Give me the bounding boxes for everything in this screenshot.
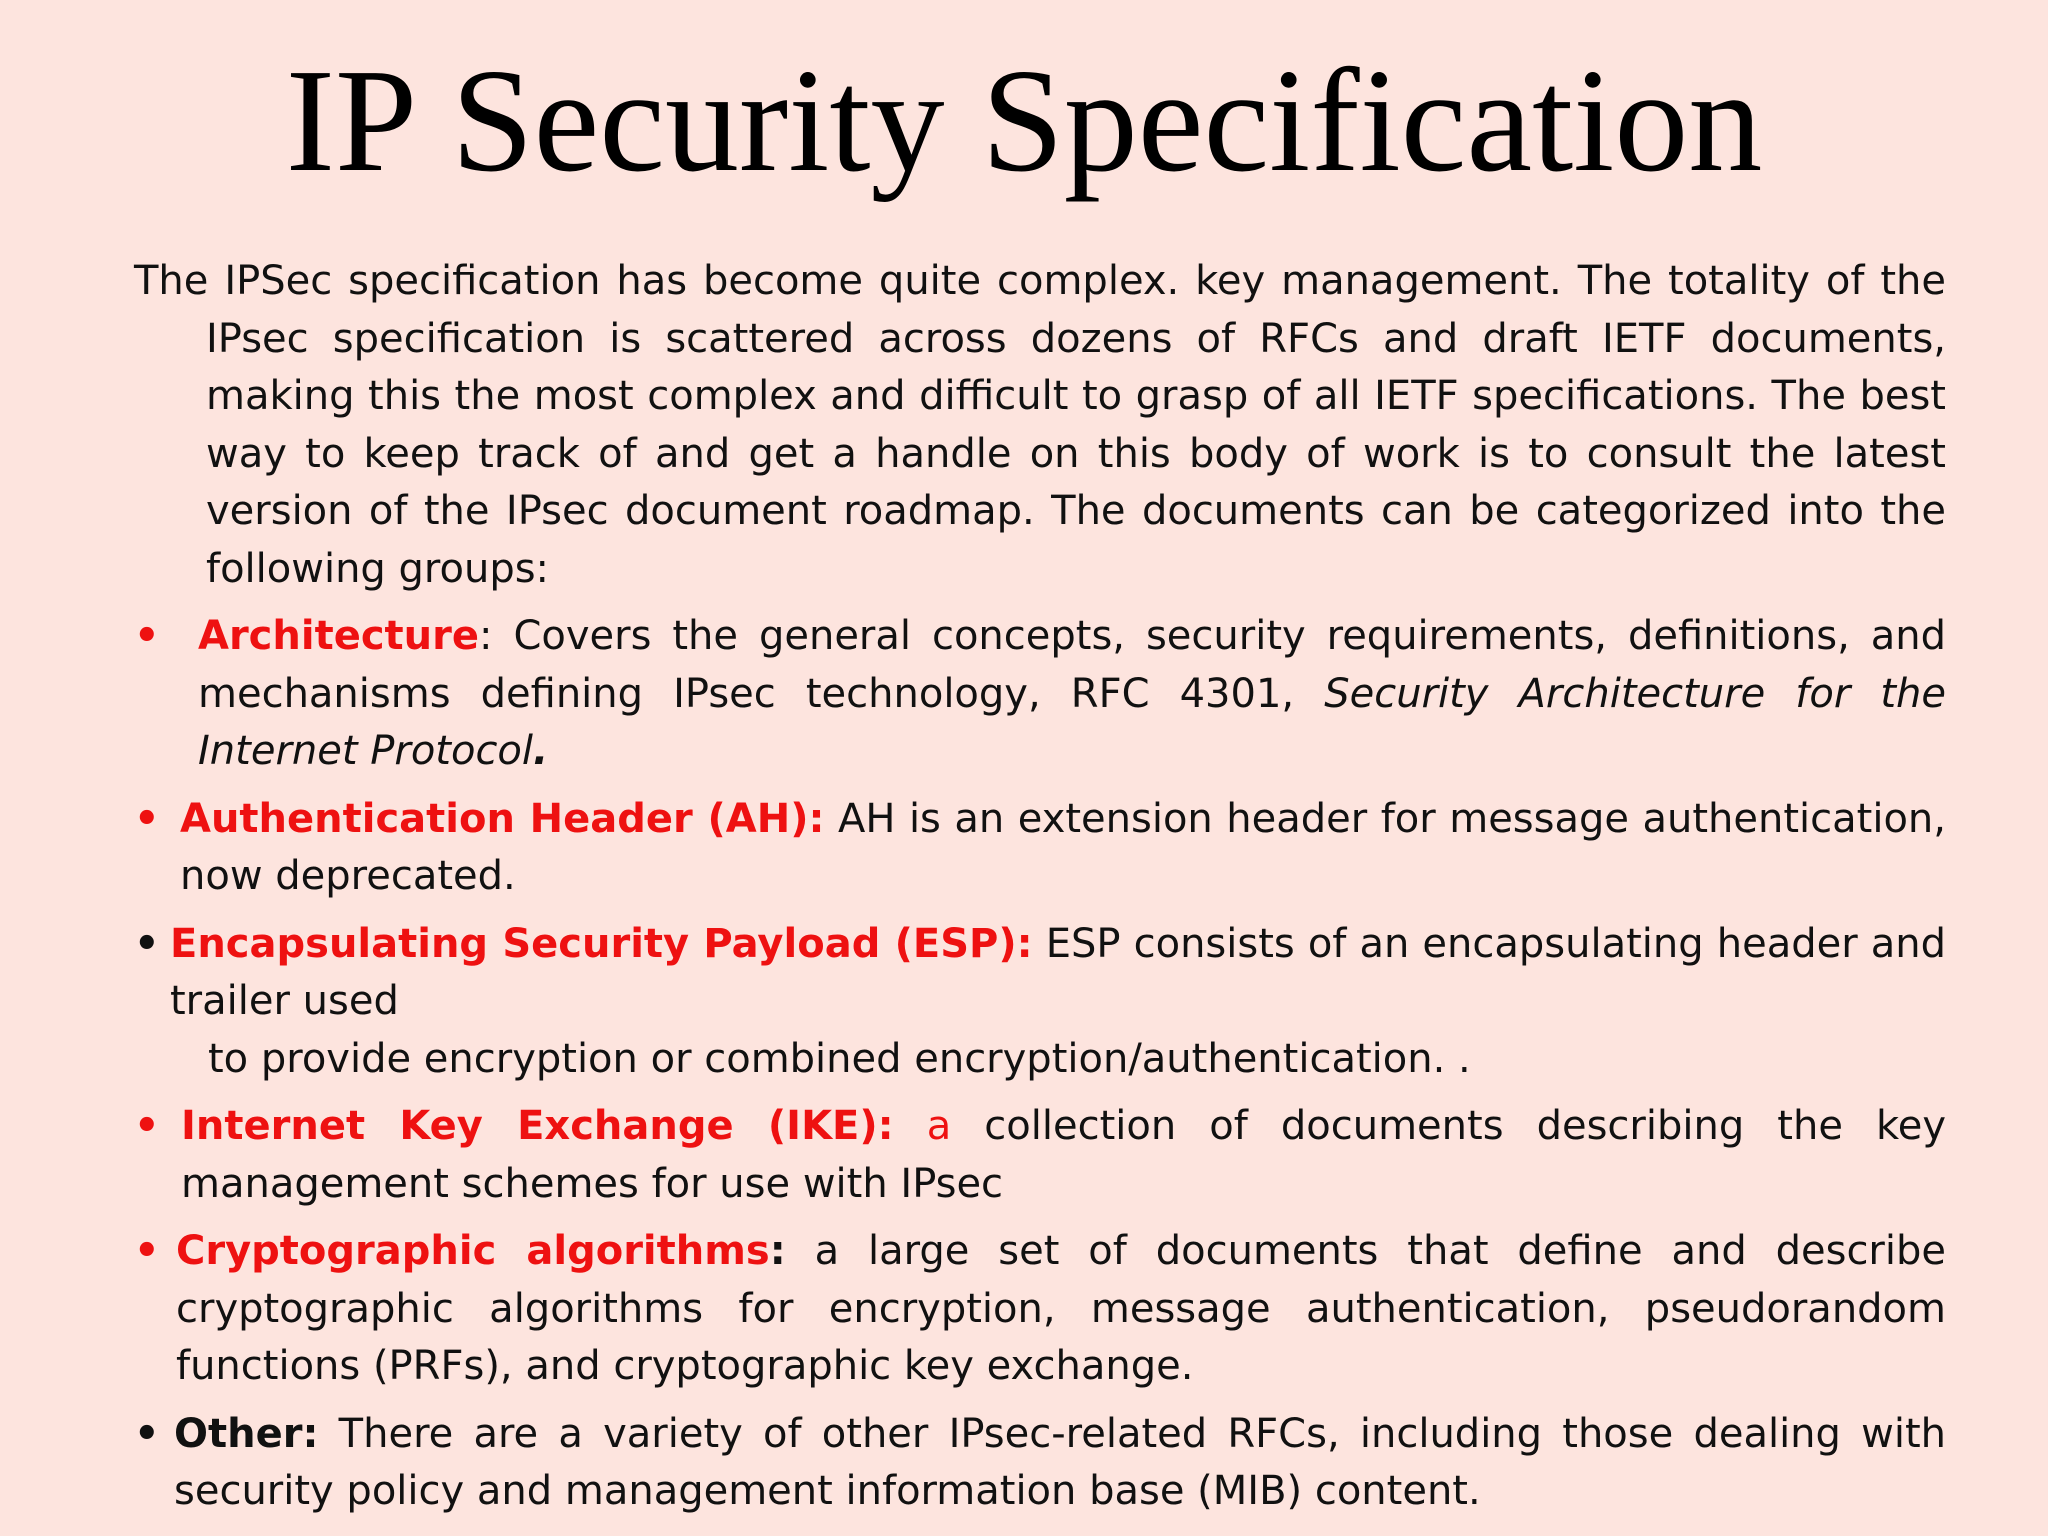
bullet-term: Cryptographic algorithms [176, 1228, 770, 1274]
bullet-italic-end: . [533, 728, 549, 774]
bullet-term: Other: [174, 1410, 319, 1457]
bullet-term-separator: : [479, 613, 493, 659]
bullet-other [134, 1406, 1946, 1521]
bullet-dot: • [134, 1410, 160, 1457]
bullet-term: Architecture [198, 613, 479, 659]
intro-paragraph: The IPSec specification has become quite complex. key management. The totality of the IPsec specification is scattered across dozens of RFCs and draft IETF documents, making this the most complex and difficult to grasp of all IETF specifications. The best way to keep track of and get a handle on this body of work is to consult the latest version of the IPsec document roadmap. The documents can be categorized into the following groups: [134, 258, 1946, 592]
title-part-rest: Security Specification [451, 39, 1763, 203]
bullet-dot: • [134, 1228, 160, 1274]
bullet-italic-title: Security Architecture for the Internet Protocol [198, 670, 1947, 774]
bullet-esp [134, 916, 1946, 1089]
bullet-dot: • [134, 613, 160, 659]
bullet-text: AH is an extension header for message authentication, now deprecated. [180, 795, 1947, 899]
bullet-term: Authentication Header (AH): [180, 795, 825, 842]
bullet-dot: • [134, 1103, 160, 1149]
bullet-term: Internet Key Exchange (IKE): [181, 1103, 894, 1149]
bullet-text: a large set of documents that define and describe cryptographic algorithms for encryption, message authentication, pseudorandom functions (PRFs), and cryptographic key exchange. [176, 1228, 1946, 1389]
bullet-authentication-header [134, 791, 1946, 906]
bullet-dot: • [134, 920, 160, 967]
bullet-text: Covers the general concepts, security requirements, definitions, and mechanisms defining IPsec technology, RFC 4301, [198, 613, 1946, 717]
bullet-ike [134, 1098, 1946, 1213]
slide-body [134, 253, 1946, 1531]
bullet-text: There are a variety of other IPsec-related RFCs, including those dealing with security policy and management information base (MIB) content. [174, 1410, 1946, 1514]
bullet-architecture [134, 608, 1946, 781]
slide-title [0, 36, 2048, 206]
title-part-ip: IP [285, 39, 418, 203]
bullet-accent-text: a [893, 1103, 952, 1149]
bullet-dot: • [134, 795, 160, 842]
bullet-text: ESP consists of an encapsulating header and trailer used [170, 920, 1946, 1024]
bullet-cryptographic-algorithms [134, 1223, 1946, 1396]
bullet-text: collection of documents describing the key management schemes for use with IPsec [181, 1103, 1947, 1207]
bullet-text-continued: to provide encryption or combined encryption/authentication. . [208, 1035, 1471, 1082]
bullet-term-separator: : [769, 1228, 786, 1274]
bullet-term: Encapsulating Security Payload (ESP): [170, 920, 1033, 967]
